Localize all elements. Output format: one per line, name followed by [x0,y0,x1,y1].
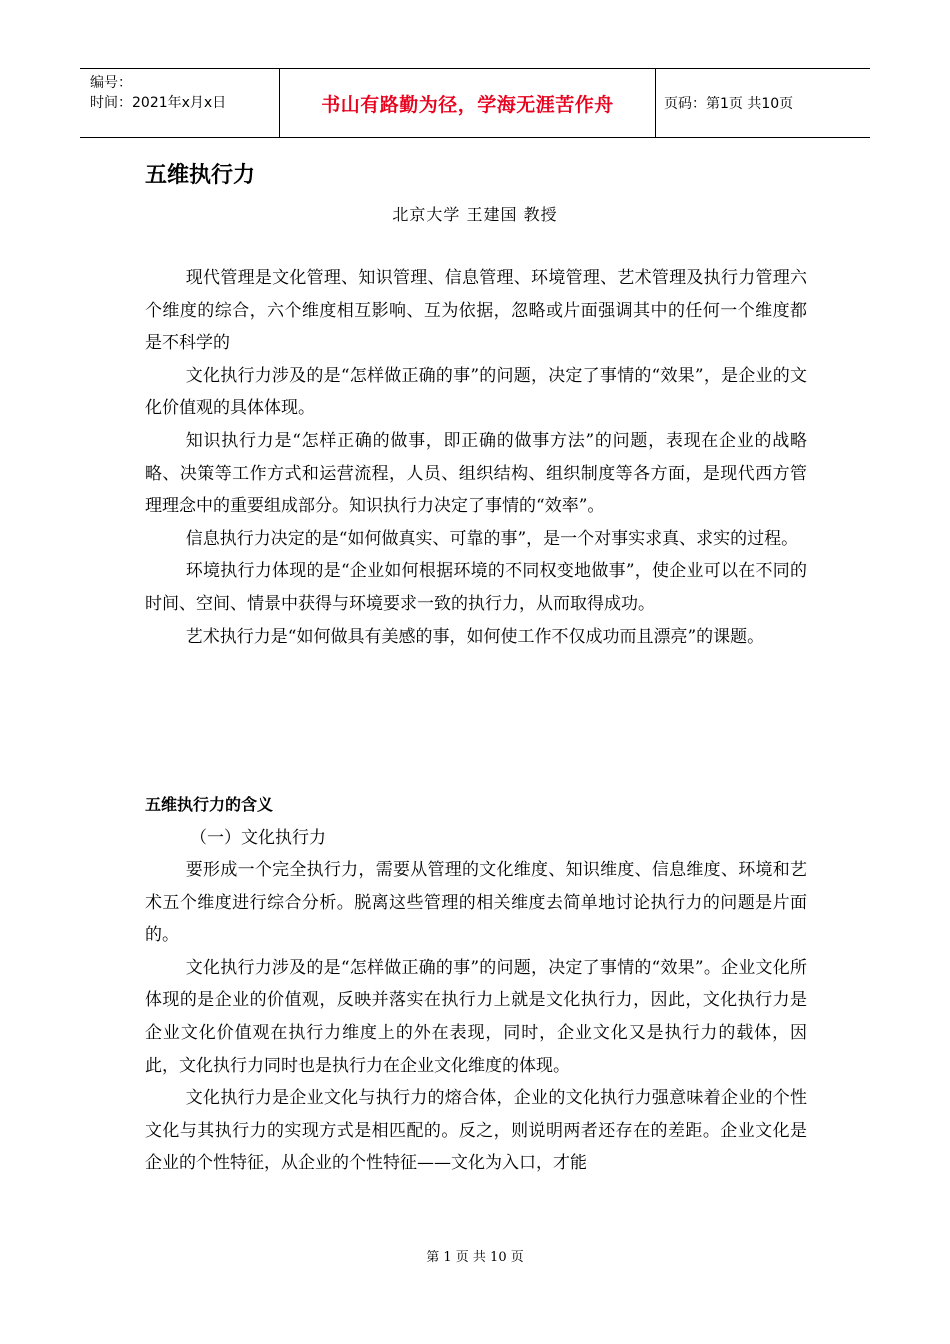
motto-text: 书山有路勤为径，学海无涯苦作舟 [321,93,614,116]
paragraph: 现代管理是文化管理、知识管理、信息管理、环境管理、艺术管理及执行力管理六个维度的综合，六个维度相互影响、互为依据，忽略或片面强调其中的任何一个维度都是不科学的 [145,268,807,354]
paragraph: 文化执行力是企业文化与执行力的熔合体，企业的文化执行力强意味着企业的个性文化与其执行力的实现方式是相匹配的。反之，则说明两者还存在的差距。企业文化是企业的个性特征，从企业的个性特征——文化为入口，才能 [145,1088,807,1174]
motto-cell [280,69,656,137]
number-label: 编号： [90,75,132,91]
paragraph: 环境执行力体现的是“企业如何根据环境的不同权变地做事”，使企业可以在不同的时间、空间、情景中获得与环境要求一致的执行力，从而取得成功。 [145,561,807,614]
culture-section [145,854,807,1180]
section-heading: 五维执行力的含义 [145,795,274,814]
header-table [80,68,870,138]
paragraph: 文化执行力涉及的是“怎样做正确的事”的问题，决定了事情的“效果”，是企业的文化价值观的具体体现。 [145,365,807,419]
author-line: 北京大学 王建国 教授 [392,205,558,224]
paragraph: 文化执行力涉及的是“怎样做正确的事”的问题，决定了事情的“效果”。企业文化所体现的是企业的价值观，反映并落实在执行力上就是文化执行力，因此，文化执行力是企业文化价值观在执行力维度上的外在表现，同时，企业文化又是执行力的载体，因此，文化执行力同时也是执行力在企业文化维度的体现。 [145,957,807,1076]
page-label: 页码：第1页 共10页 [664,96,794,112]
paragraph: 信息执行力决定的是“如何做真实、可靠的事”，是一个对事实求真、求实的过程。 [185,528,799,549]
paragraph: 要形成一个完全执行力，需要从管理的文化维度、知识维度、信息维度、环境和艺术五个维度进行综合分析。脱离这些管理的相关维度去简单地讨论执行力的问题是片面的。 [145,860,807,946]
paragraph: 艺术执行力是“如何做具有美感的事，如何使工作不仅成功而且漂亮”的课题。 [185,626,765,647]
page-footer: 第 1 页 共 10 页 [426,1250,524,1265]
intro-section [145,262,807,653]
header-info-cell [80,69,280,137]
page-info-cell [656,69,870,137]
paragraph: 知识执行力是“怎样正确的做事，即正确的做事方法”的问题，表现在企业的战略略、决策等工作方式和运营流程，人员、组织结构、组织制度等各方面，是现代西方管理理念中的重要组成部分。知识执行力决定了事情的“效率”。 [145,430,807,517]
time-label: 时间：2021年x月x日 [90,95,227,111]
subsection-heading: （一）文化执行力 [190,828,326,848]
document-title: 五维执行力 [145,163,256,188]
